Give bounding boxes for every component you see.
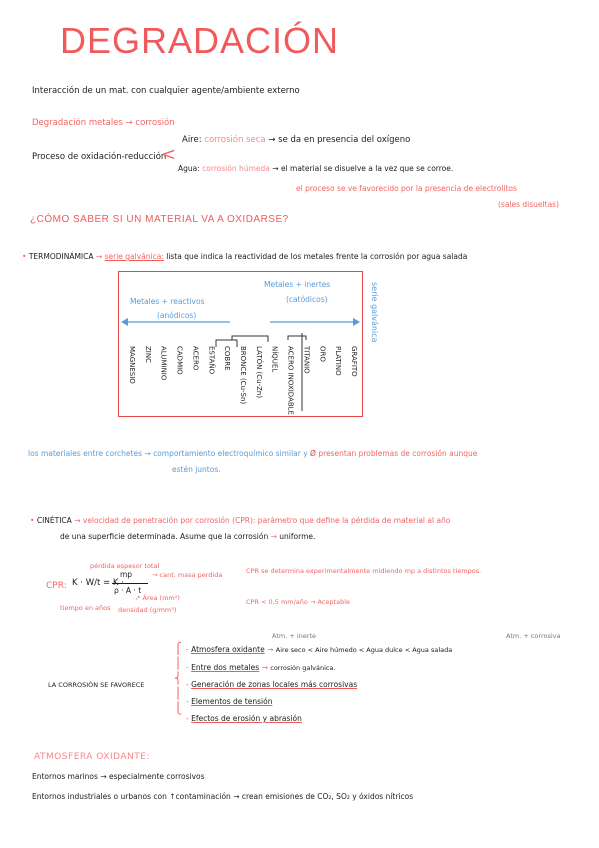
formula-fraction-bar [112, 583, 148, 584]
cinetica-line: • CINÉTICA → velocidad de penetración por corrosión (CPR): parámetro que define la pérdida de material al año [30, 516, 451, 525]
formula-masa-perdida: → cant. masa perdida [152, 571, 223, 579]
aire-line: Aire: corrosión seca → se da en presencia del oxígeno [182, 135, 411, 145]
metal-14: GRAFITO [350, 346, 358, 377]
cinetica-desc-2: de una superficie determinada. Asume que la corrosión [60, 532, 269, 541]
aire-value: corrosión seca [204, 135, 266, 145]
metal-4: ACERO [191, 346, 200, 371]
agua-line: Agua: corrosión húmeda → el material se disuelve a la vez que se corroe. [178, 164, 454, 173]
atmosfera-line-2b: crean emisiones de CO₂, SO₂ y óxidos nítricos [241, 792, 414, 801]
cinetica-desc-1: velocidad de penetración por corrosión (CPR): parámetro que define la pérdida de material al año [82, 516, 451, 525]
anodic-label: Metales + reactivos [130, 297, 205, 306]
formula-w-over-t: W/t [85, 578, 101, 588]
metal-6: COBRE [223, 346, 232, 371]
favorece-item-4-text: Elementos de tensión [191, 697, 273, 706]
cinetica-uniforme: uniforme. [279, 532, 316, 541]
brace-icon: < [161, 144, 177, 165]
termo-label: TERMODINÁMICA [28, 252, 94, 261]
favorece-item-3-text: Generación de zonas locales más corrosivas [191, 680, 358, 689]
atm-corrosiva-header: Atm. + corrosiva [506, 632, 561, 640]
favorece-item-1-text: Atmosfera oxidante [191, 645, 265, 654]
atmosfera-line-1a: Entornos marinos [32, 772, 98, 781]
formula-k: K [72, 578, 78, 588]
termo-line: • TERMODINÁMICA → serie galvánica: lista que indica la reactividad de los metales frente la corrosión por agua salada [22, 252, 468, 261]
atmosfera-line-1: Entornos marinos → especialmente corrosivos [32, 772, 205, 781]
formula-pat: ρ · A · t [114, 586, 142, 595]
favorece-brace: ⎧ ⎪ ⎨ ⎪ ⎩ [174, 642, 183, 715]
page-title: DEGRADACIÓN [60, 20, 340, 61]
favorece-item-5: - Efectos de erosión y abrasión [186, 714, 302, 723]
atmosfera-line-2a: Entornos industriales o urbanos con ↑contaminación [32, 792, 231, 801]
corchetes-text: los materiales entre corchetes [28, 449, 142, 458]
corchetes-no: presentan problemas de corrosión aunque [318, 449, 478, 458]
metal-9: NÍQUEL [270, 346, 279, 373]
atmosfera-line-1b: especialmente corrosivos [109, 772, 205, 781]
formula-densidad: densidad (g/mm³) [118, 606, 177, 614]
formula-mp: mp [120, 570, 133, 579]
favorece-item-5-text: Efectos de erosión y abrasión [191, 714, 302, 723]
intro-text: Interacción de un mat. con cualquier agente/ambiente externo [32, 86, 300, 96]
metal-5: ESTAÑO [207, 346, 216, 375]
agua-note-2: (sales disueltas) [498, 200, 559, 209]
atm-inerte-header: Atm. + inerte [272, 632, 317, 640]
cinetica-line-2: de una superficie determinada. Asume que la corrosión → uniforme. [60, 532, 316, 541]
serie-side-label: serie galvánica [370, 282, 379, 343]
cathodic-label: Metales + inertes [264, 280, 331, 289]
formula-note-2-line: CPR < 0,5 mm/año → Aceptable [246, 598, 350, 606]
metal-2: ALUMINIO [159, 346, 168, 381]
metal-13: PLATINO [334, 346, 343, 376]
metal-12: ORO [318, 346, 327, 362]
serie-label: serie galvánica: [104, 252, 164, 261]
metal-10: ACERO INOXIDABLE [286, 346, 295, 415]
formula-perdida-espesor: pérdida espesor total [90, 562, 160, 570]
agua-value: corrosión húmeda [202, 164, 270, 173]
metal-3: CADMIO [175, 346, 184, 375]
formula-k-w-t: K · W/t = K · [72, 578, 124, 588]
favorece-label: LA CORROSIÓN SE FAVORECE [48, 681, 145, 689]
formula-note-2: CPR < 0,5 mm/año [246, 598, 308, 606]
cathodic-sub: (catódicos) [286, 295, 328, 304]
formula-tiempo-anos: tiempo en años [60, 604, 111, 612]
proceso-label: Proceso de oxidación-reducción [32, 152, 167, 162]
agua-desc: el material se disuelve a la vez que se corroe. [280, 164, 454, 173]
termo-desc: lista que indica la reactividad de los metales frente la corrosión por agua salada [166, 252, 468, 261]
corchetes-line: los materiales entre corchetes → comportamiento electroquímico similar y Ø presentan problemas de corrosión aunque [28, 449, 478, 458]
corchetes-desc-2: estén juntos. [172, 465, 221, 474]
favorece-item-4: - Elementos de tensión [186, 697, 273, 706]
metal-1: ZINC [143, 346, 152, 363]
agua-note: el proceso se ve favorecido por la presencia de electrolitos [296, 184, 517, 193]
favorece-item-2: - Entre dos metales → corrosión galvánica. [186, 663, 336, 672]
degradacion-corrosion: corrosión [135, 118, 175, 128]
atmosfera-line-2: Entornos industriales o urbanos con ↑contaminación → crean emisiones de CO₂, SO₂ y óxidos nítricos [32, 792, 414, 801]
aire-label: Aire: [182, 135, 202, 145]
favorece-metales-result: corrosión galvánica. [270, 664, 336, 672]
corchetes-desc: comportamiento electroquímico similar y [153, 449, 308, 458]
question-heading: ¿CÓMO SABER SI UN MATERIAL VA A OXIDARSE? [30, 214, 289, 225]
metal-11: TITANIO [302, 346, 311, 374]
favorece-item-2-text: Entre dos metales [191, 663, 260, 672]
metal-7: BRONCE (Cu-Sn) [239, 346, 247, 405]
atm-scale: Aire seco < Aire húmedo < Agua dulce < Agua salada [275, 646, 453, 654]
metal-8: LATÓN (Cu-Zn) [254, 346, 263, 399]
atmosfera-heading: ATMOSFERA OXIDANTE: [34, 752, 150, 762]
degradacion-metales: metales [88, 118, 123, 128]
favorece-item-1: - Atmosfera oxidante → Aire seco < Aire húmedo < Agua dulce < Agua salada [186, 645, 453, 654]
degradacion-line: Degradación metales → corrosión [32, 118, 175, 128]
anodic-sub: (anódicos) [157, 311, 197, 320]
aire-desc: se da en presencia del oxígeno [278, 135, 411, 145]
metal-0: MAGNESIO [128, 346, 136, 384]
formula-note-2-result: Aceptable [317, 598, 350, 606]
formula-cpr: CPR: [46, 581, 67, 591]
favorece-item-3: - Generación de zonas locales más corrosivas [186, 680, 358, 689]
formula-masa-perdida-text: cant. masa perdida [159, 571, 223, 579]
formula-area-text: Área (mm²) [142, 594, 180, 602]
formula-k2: K [112, 578, 119, 588]
degradacion-label: Degradación [32, 118, 87, 128]
formula-area: ↗ Área (mm²) [135, 594, 180, 602]
cinetica-label: CINÉTICA [36, 516, 72, 525]
agua-label: Agua: [178, 164, 200, 173]
formula-note-1: CPR se determina experimentalmente midiendo mp a distintos tiempos. [246, 567, 482, 575]
